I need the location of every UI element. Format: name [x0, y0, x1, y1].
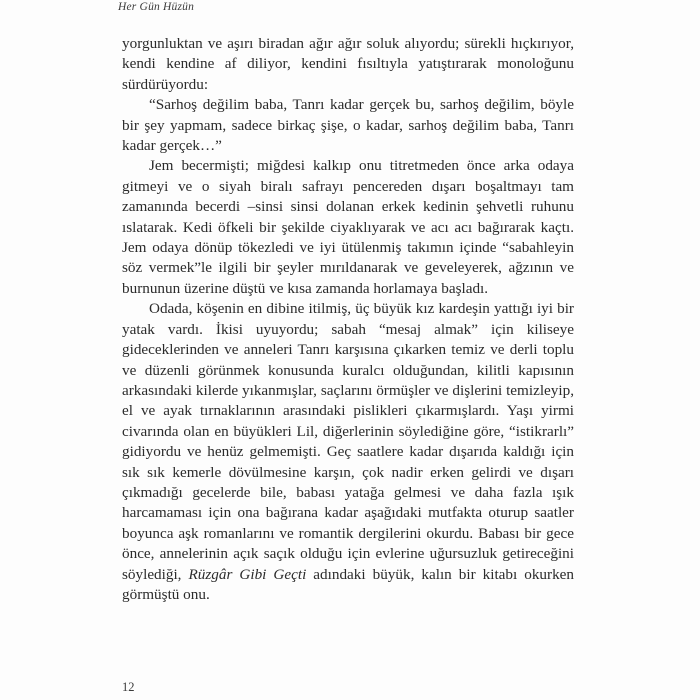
text-block	[122, 34, 574, 605]
paragraph-2-dialogue: “Sarhoş değilim baba, Tanrı kadar gerçek bu, sarhoş değilim, böyle bir şey yapmam, sadece birkaç şişe, o kadar, sarhoş değilim baba, Tanrı kadar gerçek…”	[122, 96, 574, 155]
paragraph-1: yorgunluktan ve aşırı biradan ağır ağır soluk alıyordu; sürekli hıçkırıyor, kendi kendine af diliyor, kendini fısıltıyla yatıştırarak monoloğunu sürdürüyordu:	[122, 35, 574, 93]
paragraph-3: Jem becermişti; miğdesi kalkıp onu titretmeden önce arka odaya gitmeyi ve o siyah biralı safrayı pencereden dışarı boşaltmayı tam zamanında becerdi –sinsi sinsi dolanan erkek kedinin şehvetli ruhunu ıslatarak. Kedi öfkeli bir şekilde ciyaklıyarak ve acı acı bağırarak kaçtı. Jem odaya dönüp tökezledi ve iyi ütülenmiş takımın içinde “sabahleyin söz vermek”le ilgili bir şeyler mırıldanarak ve geveleyerek, ağzının ve burnunun üzerine düştü ve kısa zamanda horlamaya başladı.	[122, 157, 574, 297]
paragraph-4	[122, 299, 574, 605]
page-number: 12	[122, 680, 135, 694]
running-head: Her Gün Hüzün	[118, 1, 195, 13]
paragraph-4-text-before-title: Odada, köşenin en dibine itilmiş, üç büyük kız kardeşin yattığı iyi bir yatak vardı. İkisi uyuyordu; sabah “mesaj almak” için kiliseye gideceklerinden ve anneleri Tanrı karşısına çıkarken temiz ve derli toplu ve düzenli görünmek konusunda kuralcı olduğundan, kilitli kapısının arkasındaki kilerde yıkanmışlar, saçlarını örmüşler ve dişlerini temizleyip, el ve ayak tırnaklarının arasındaki pislikleri çıkarmışlardı. Yaşı yirmi civarında olan en büyükleri Lil, diğerlerinin söylediğine göre, “istikrarlı” gidiyordu ve henüz gelmemişti. Geç saatlere kadar dışarıda kaldığı için sık sık kemerle dövülmesine karşın, çok nadir erken gelirdi ve dışarı çıkmadığı gecelerde bile, babası yatağa gelmesi ve daha fazla ışık harcamaması için ona bağırana kadar aşağıdaki mutfakta oturup saatler boyunca aşk romanlarını ve romantik dergilerini okurdu. Babası bir gece önce, annelerinin açık saçık olduğu için evlerine uğursuzluk getireceğini söylediği,	[122, 300, 574, 583]
paragraph-4-text-after-title: adındaki büyük, kalın bir kitabı okurken görmüştü onu.	[122, 565, 575, 603]
book-title-italic: Rüzgâr Gibi Geçti	[188, 565, 307, 583]
